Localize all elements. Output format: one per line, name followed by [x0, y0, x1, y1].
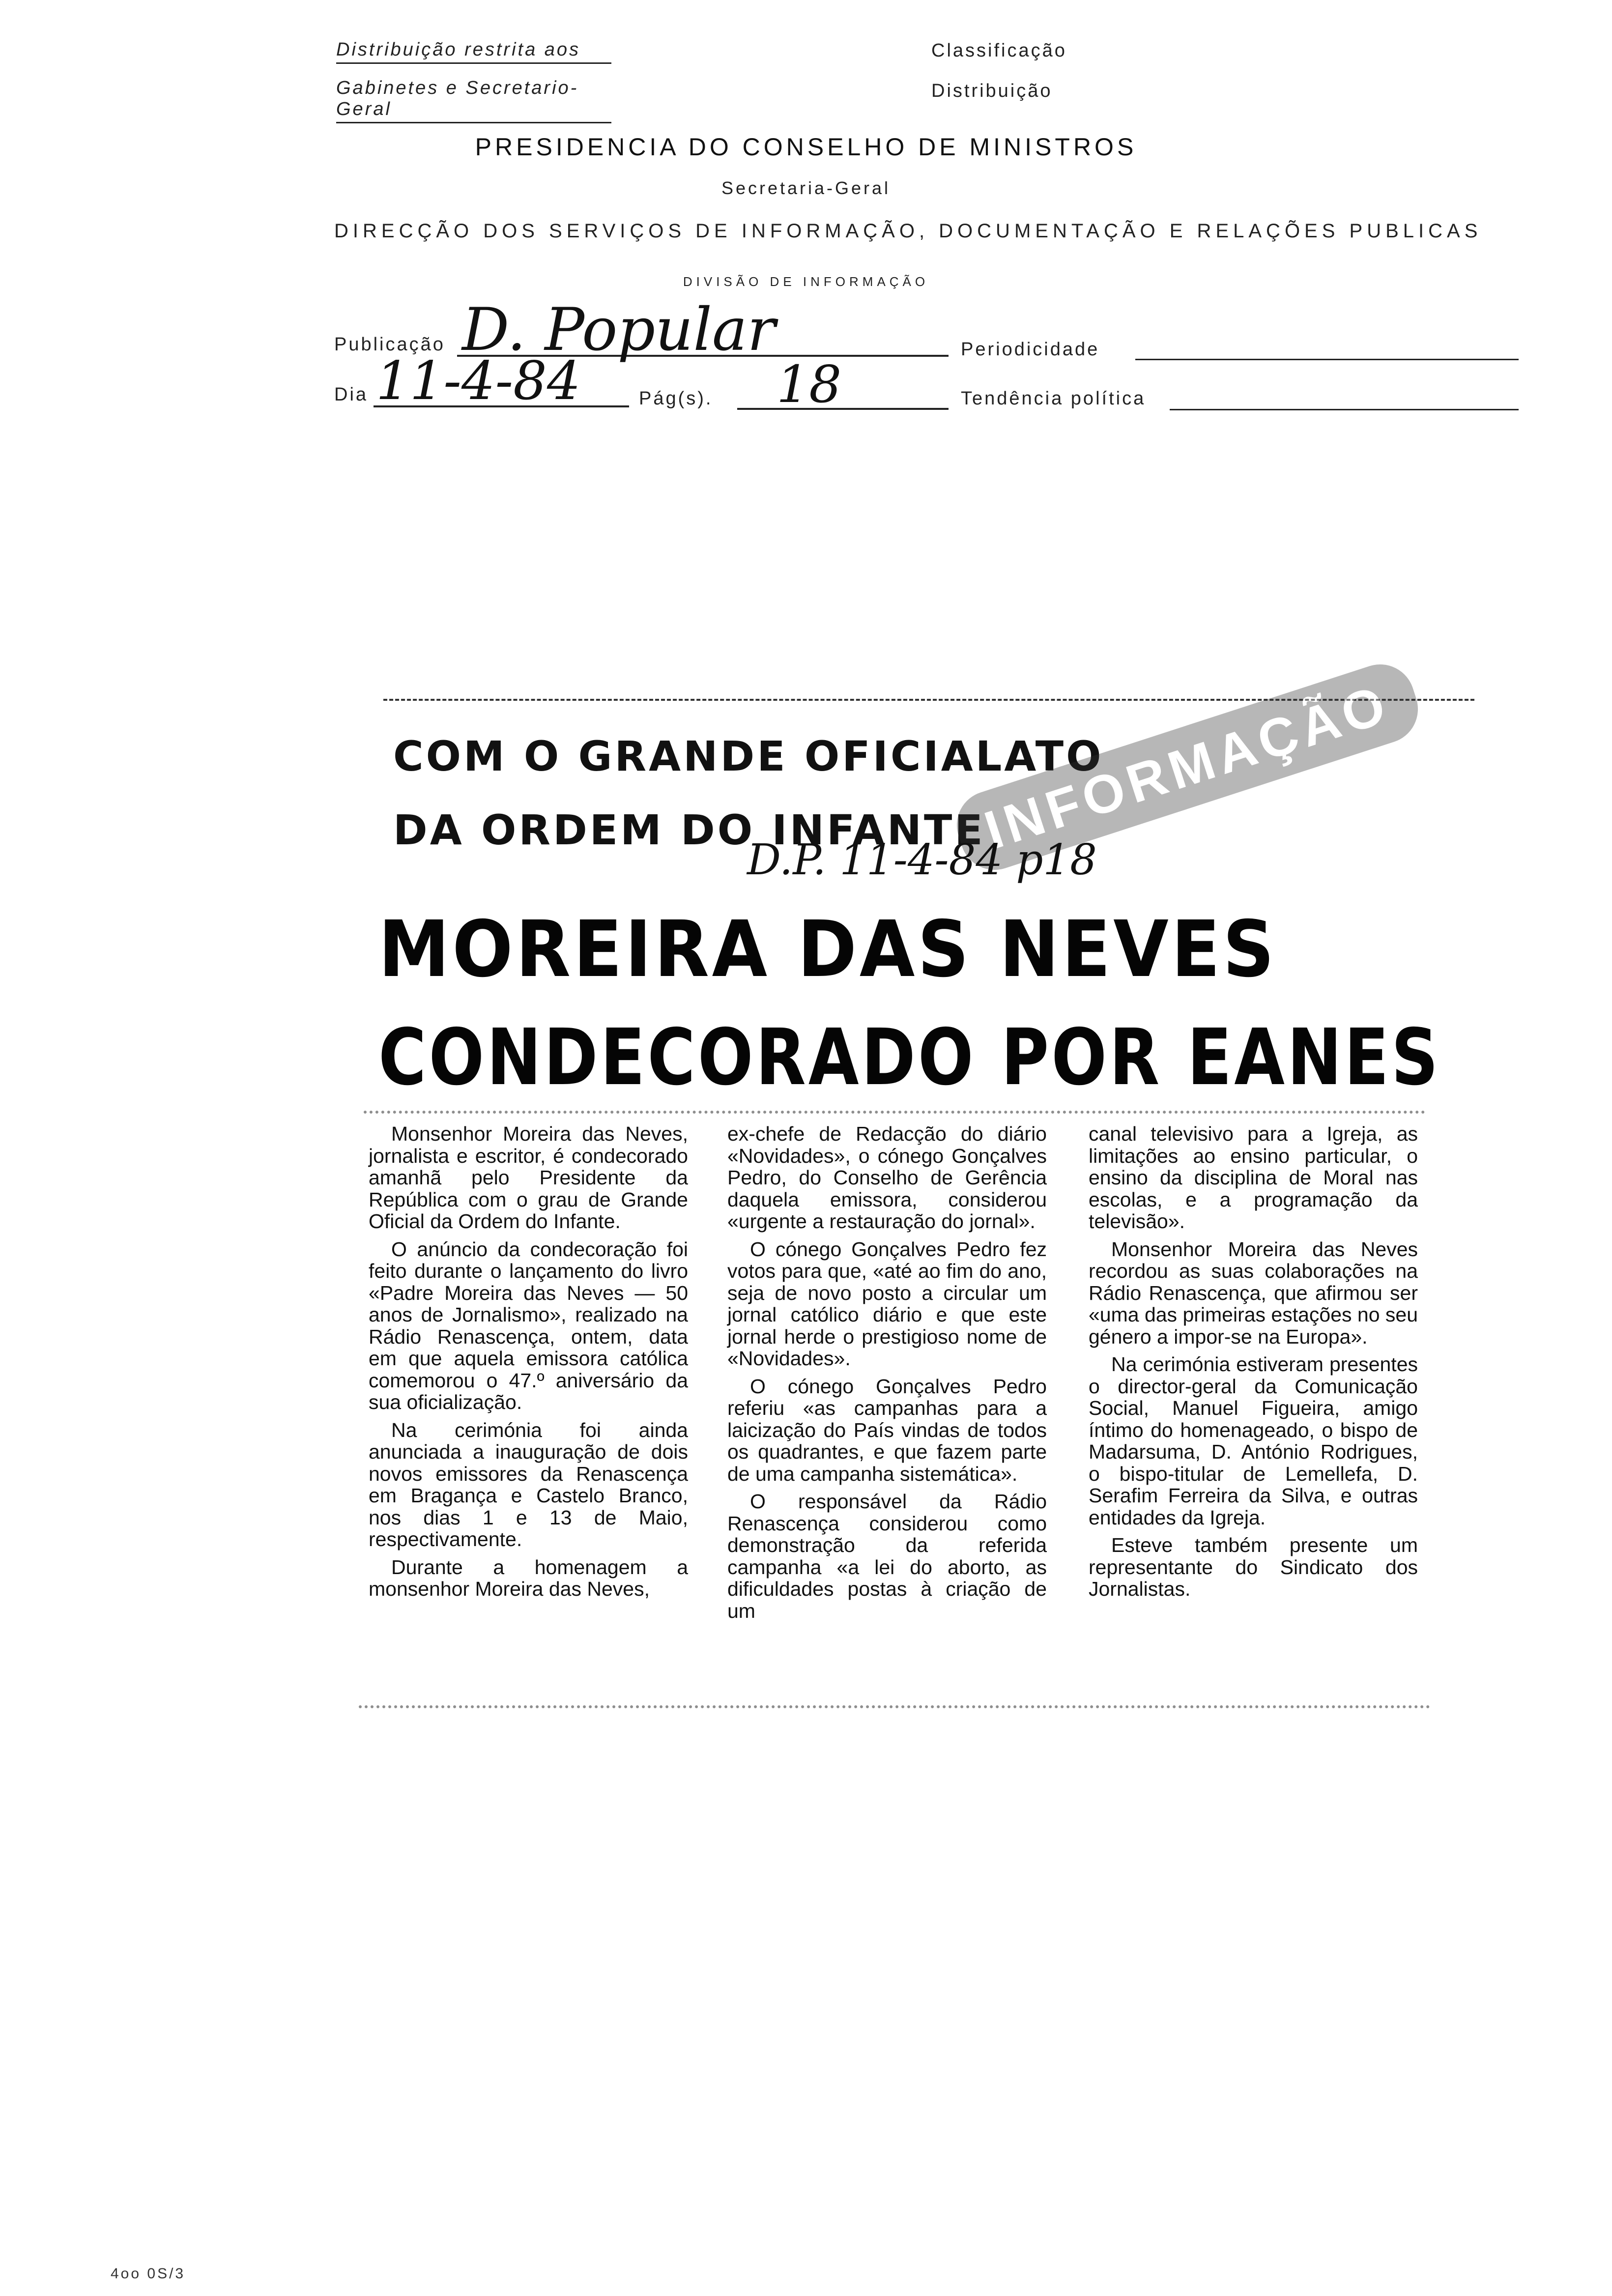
headline-kicker-line1: COM O GRANDE OFICIALATO: [393, 732, 1104, 780]
distribution-restriction-line2: Gabinetes e Secretario-Geral: [336, 78, 611, 123]
paragraph: canal televisivo para a Igreja, as limitações ao ensino particular, o ensino da disciplina de Moral nas escolas, e a programação da televisão».: [1089, 1122, 1418, 1233]
paragraph: ex-chefe de Redacção do diário «Novidades», o cónego Gonçalves Pedro, do Conselho de Gerência daquela emissora, considerou «urgente a restauração do jornal».: [727, 1122, 1047, 1233]
publication-handwritten: D. Popular: [462, 296, 776, 364]
political-tendency-label: Tendência política: [961, 388, 1146, 409]
archive-code: 4oo 0S/3: [111, 2266, 186, 2282]
periodicity-label: Periodicidade: [961, 339, 1100, 360]
pages-handwritten: 18: [777, 354, 842, 414]
distribution-restriction-line1: Distribuição restrita aos: [336, 39, 611, 64]
paragraph: Durante a homenagem a monsenhor Moreira das Neves,: [369, 1555, 688, 1600]
day-handwritten: 11-4-84: [376, 350, 581, 412]
clipping-bottom-speckle: [359, 1705, 1430, 1708]
classification-label: Classificação: [931, 40, 1067, 61]
directorate-title: DIRECÇÃO DOS SERVIÇOS DE INFORMAÇÃO, DOCUMENTAÇÃO E RELAÇÕES PUBLICAS: [334, 220, 1482, 242]
division-title: DIVISÃO DE INFORMAÇÃO: [683, 274, 929, 289]
political-tendency-field: [1170, 409, 1519, 410]
headline-kicker-line2: DA ORDEM DO INFANTE: [393, 806, 985, 854]
paragraph: O anúncio da condecoração foi feito durante o lançamento do livro «Padre Moreira das Neves — 50 anos de Jornalismo», realizado na Rádio Renascença, ontem, data em que aquela emissora católica comemorou o 47.º aniversário da sua oficialização.: [369, 1237, 688, 1413]
pages-field: [737, 408, 949, 410]
paragraph: O cónego Gonçalves Pedro fez votos para que, «até ao fim do ano, seja de novo posto a circular um jornal católico diário e que este jornal herde o prestigioso nome de «Novidades».: [727, 1237, 1047, 1370]
periodicity-field: [1135, 359, 1519, 360]
news-clipping: [344, 673, 1474, 1730]
paragraph: O cónego Gonçalves Pedro referiu «as campanhas para a laicização do País vindas de todos os quadrantes, e que fazem parte de uma campanha sistemática».: [727, 1375, 1047, 1485]
headline-line2: CONDECORADO POR EANES: [378, 1012, 1441, 1103]
paragraph: Monsenhor Moreira das Neves, jornalista e escritor, é condecorado amanhã pelo Presidente da República com o grau de Grande Oficial da Ordem do Infante.: [369, 1122, 688, 1233]
secretariat-subtitle: Secretaria-Geral: [721, 178, 891, 198]
paragraph: Monsenhor Moreira das Neves recordou as suas colaborações na Rádio Renascença, que afirmou ser «uma das primeiras estações no seu género a impor-se na Europa».: [1089, 1237, 1418, 1348]
article-column-2: [727, 1123, 1047, 1622]
article-column-3: [1089, 1123, 1418, 1600]
paragraph: Na cerimónia estiveram presentes o director-geral da Comunicação Social, Manuel Figueira, amigo íntimo do homenageado, o bispo de Madarsuma, D. António Rodrigues, o bispo-titular de Lemellefa, D. Serafim Ferreira da Silva, e outras entidades da Igreja.: [1089, 1353, 1418, 1529]
stamp-handwritten-reference: D.P. 11-4-84 p18: [747, 835, 1097, 885]
headline-bottom-speckle: [364, 1111, 1425, 1114]
information-stamp: INFORMAÇÃO: [948, 656, 1427, 879]
pages-label: Pág(s).: [639, 388, 713, 409]
paragraph: Na cerimónia foi ainda anunciada a inauguração de dois novos emissores da Renascença em Bragança e Castelo Branco, nos dias 1 e 13 de Maio, respectivamente.: [369, 1418, 688, 1550]
day-label: Dia: [334, 384, 369, 405]
article-column-1: [369, 1123, 688, 1600]
paragraph: O responsável da Rádio Renascença considerou como demonstração da referida campanha «a lei do aborto, as dificuldades postas à criação de um: [727, 1490, 1047, 1622]
publication-label: Publicação: [334, 334, 445, 355]
presidency-title: PRESIDENCIA DO CONSELHO DE MINISTROS: [475, 133, 1137, 161]
paragraph: Esteve também presente um representante do Sindicato dos Jornalistas.: [1089, 1534, 1418, 1600]
headline-line1: MOREIRA DAS NEVES: [378, 904, 1277, 995]
distribution-label: Distribuição: [931, 81, 1053, 101]
